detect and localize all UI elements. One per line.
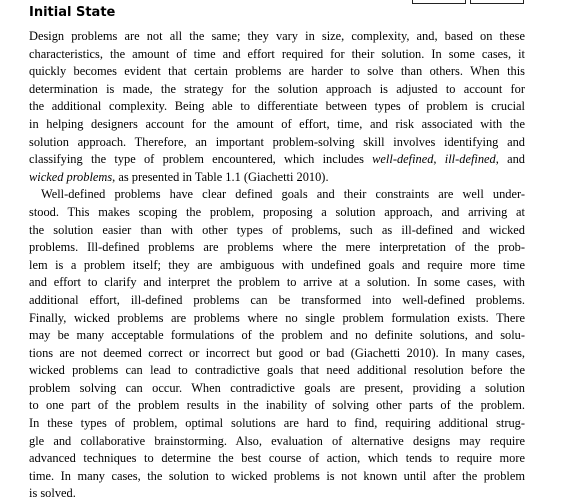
text-line (29, 362, 525, 380)
text-line (29, 292, 525, 310)
text-line (29, 222, 525, 240)
text-run: additional effort, ill-defined problems can be transformed into well-defined problems. (29, 292, 525, 307)
text-run: solution approach. Therefore, an important problem-solving skill involves identifying and (29, 134, 525, 149)
text-line (29, 169, 525, 187)
text-line (29, 63, 525, 81)
paragraph (29, 28, 525, 186)
text-run: the solution easier than with other types of problems, such as ill-defined and wicked (29, 222, 525, 237)
text-run: may be many acceptable formulations of the problem and no definite solutions, and solu- (29, 328, 525, 343)
text-line (29, 310, 525, 328)
body-text (29, 28, 525, 500)
text-line (29, 81, 525, 99)
text-run: Well-defined problems have clear defined goals and their constraints are well under- (41, 187, 525, 202)
text-line (29, 116, 525, 134)
page-edge-box-left (412, 0, 466, 4)
text-run: characteristics, the amount of time and effort required for their solution. In some cases, it (29, 46, 525, 61)
text-line (29, 257, 525, 275)
text-line (29, 204, 525, 222)
text-run: quickly becomes evident that certain problems are harder to solve than others. When this (29, 64, 525, 79)
text-run: determination is made, the strategy for the solution approach is adjusted to account for (29, 81, 525, 96)
emphasized-term: ill-defined (444, 152, 496, 167)
text-line (29, 485, 525, 500)
text-run: problem solving can occur. When contradictive goals are present, providing a solution (29, 380, 525, 395)
text-run: is solved. (29, 486, 76, 500)
text-line (29, 28, 525, 46)
text-line (29, 345, 525, 363)
text-run: the additional complexity. Being able to differentiate between types of problem is crucial (29, 99, 525, 114)
text-line (29, 468, 525, 486)
text-line (29, 98, 525, 116)
text-run: classifying the type of problem encountered, which includes (29, 152, 373, 167)
text-run: stood. This makes scoping the problem, proposing a solution approach, and arriving at (29, 204, 525, 219)
text-run: Design problems are not all the same; they vary in size, complexity, and, based on these (29, 29, 525, 43)
text-line (29, 450, 525, 468)
text-run: , as presented in Table 1.1 (Giachetti 2010). (112, 169, 329, 184)
emphasized-term: wicked problems (29, 169, 113, 184)
text-run: and effort to clarify and interpret the problem to arrive at a solution. In some cases, with (29, 275, 525, 290)
text-run: , and (495, 152, 525, 167)
section-heading: Initial State (29, 5, 116, 20)
text-line (29, 397, 525, 415)
emphasized-term: well-defined (372, 152, 434, 167)
text-line (29, 433, 525, 451)
text-run: problems. Ill-defined problems are problems where the mere interpretation of the prob- (29, 240, 525, 255)
text-run: time. In many cases, the solution to wicked problems is not known until after the problem (29, 468, 525, 483)
text-line (29, 380, 525, 398)
text-run: gle and collaborative brainstorming. Also, evaluation of alternative designs may require (29, 433, 525, 448)
text-run: in helping designers account for the amount of effort, time, and risk associated with the (29, 116, 525, 131)
text-run: , (433, 152, 445, 167)
text-run: tions are not deemed correct or incorrect but good or bad (Giachetti 2010). In many cases, (29, 345, 525, 360)
text-line (29, 186, 525, 204)
text-line (29, 327, 525, 345)
text-run: to one part of the problem results in the inability of solving other parts of the problem. (29, 398, 525, 413)
text-run: wicked problems can lead to contradictive goals that need additional resolution before the (29, 363, 525, 378)
text-line (29, 274, 525, 292)
text-run: In these types of problem, optimal solutions are hard to find, requiring additional strug- (29, 416, 525, 431)
text-line (29, 239, 525, 257)
text-line (29, 134, 525, 152)
text-line (29, 46, 525, 64)
paragraph (29, 186, 525, 500)
text-line (29, 151, 525, 169)
text-line (29, 415, 525, 433)
text-run: advanced techniques to determine the best course of action, which tends to require more (29, 451, 525, 466)
page-edge-box-right (470, 0, 524, 4)
text-run: lem is a problem itself; they are ambiguous with undefined goals and require more time (29, 257, 525, 272)
text-run: Finally, wicked problems are problems where no single problem formulation exists. There (29, 310, 525, 325)
